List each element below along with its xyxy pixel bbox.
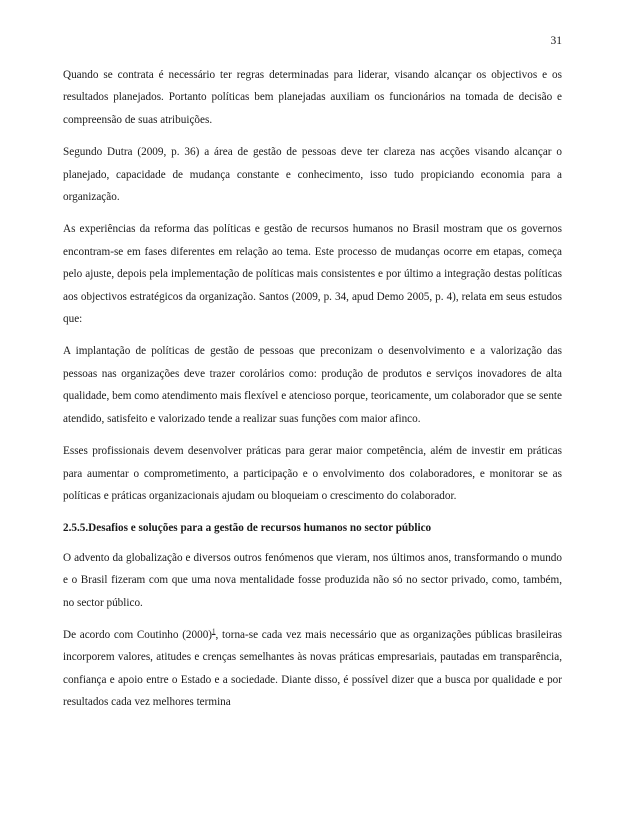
paragraph-coutinho bbox=[63, 624, 562, 714]
document-body bbox=[63, 64, 562, 724]
page-number: 31 bbox=[550, 35, 562, 47]
paragraph-professionals: Esses profissionais devem desenvolver práticas para gerar maior competência, além de investir em práticas para aumentar o comprometimento, a participação e o envolvimento dos colaboradores, e monitorar se as políticas e práticas organizacionais ajudam ou bloqueiam o crescimento do colaborador. bbox=[63, 445, 562, 502]
paragraph-reform-experiences: As experiências da reforma das políticas e gestão de recursos humanos no Brasil mostram que os governos encontram-se em fases diferentes em relação ao tema. Este processo de mudanças ocorre em etapas, começa pelo ajuste, depois pela implementação de políticas mais consistentes e por último a integração destas políticas aos objectivos estratégicos da organização. Santos (2009, p. 34, apud Demo 2005, p. 4), relata em seus estudos que: bbox=[63, 223, 562, 326]
paragraph-coutinho-start: De acordo com Coutinho (2000) bbox=[63, 628, 213, 641]
paragraph-hiring-rules: Quando se contrata é necessário ter regras determinadas para liderar, visando alcançar os objectivos e os resultados planejados. Portanto políticas bem planejadas auxiliam os funcionários na tomada de decisão e compreensão de suas atribuições. bbox=[63, 69, 562, 126]
footnote-reference-link[interactable]: 1 bbox=[212, 627, 216, 636]
paragraph-globalization: O advento da globalização e diversos outros fenómenos que vieram, nos últimos anos, transformando o mundo e o Brasil fizeram com que uma nova mentalidade fosse produzida não só no sector privado, como, também, no sector público. bbox=[63, 551, 562, 609]
section-heading: 2.5.5.Desafios e soluções para a gestão de recursos humanos no sector público bbox=[63, 522, 432, 535]
paragraph-dutra: Segundo Dutra (2009, p. 36) a área de gestão de pessoas deve ter clareza nas acções visando alcançar o planejado, capacidade de mudança constante e conhecimento, isso tudo propiciando economia para a organização. bbox=[63, 146, 562, 204]
paragraph-quote-implementation: A implantação de políticas de gestão de pessoas que preconizam o desenvolvimento e a valorização das pessoas nas organizações deve trazer corolários como: produção de produtos e serviços inovadores de alta qualidade, bem como atendimento mais flexível e atencioso porque, teoricamente, um colaborador que se sente atendido, satisfeito e valorizado tende a realizar suas funções com maior afinco. bbox=[63, 345, 562, 425]
paragraph-coutinho-rest: , torna-se cada vez mais necessário que as organizações públicas brasileiras incorporem valores, atitudes e crenças semelhantes às novas práticas empresariais, pautadas em transparência, confiança e apoio entre o Estado e a sociedade. Diante disso, é possível dizer que a busca por qualidade e por resultados cada vez melhores termina bbox=[63, 628, 563, 709]
